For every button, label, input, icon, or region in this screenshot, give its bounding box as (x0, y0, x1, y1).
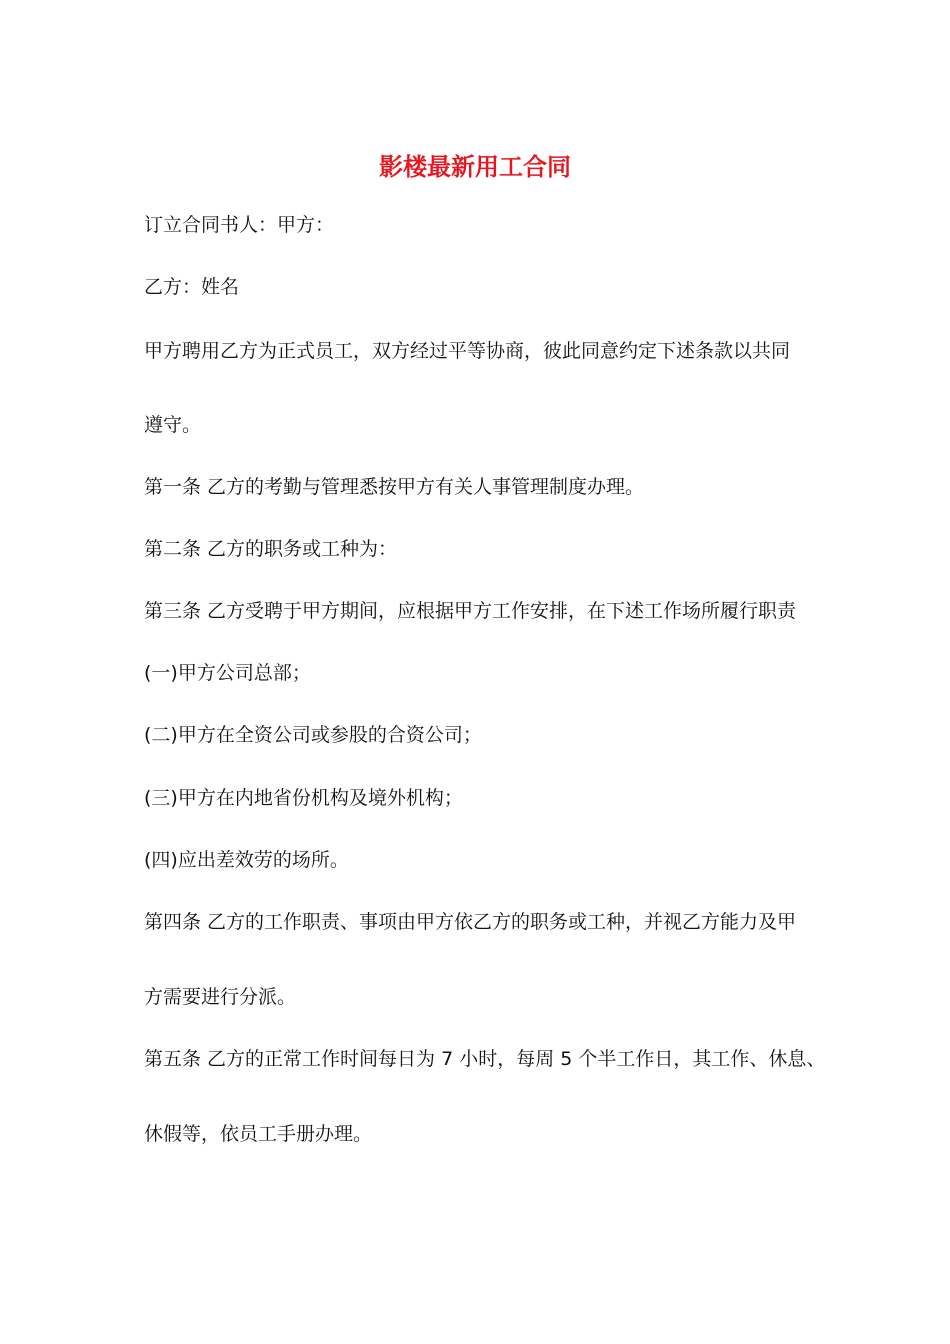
article-5-line-1: 第五条 乙方的正常工作时间每日为 7 小时，每周 5 个半工作日，其工作、休息、 (144, 1048, 826, 1070)
preamble-line-1: 甲方聘用乙方为正式员工，双方经过平等协商，彼此同意约定下述条款以共同 (144, 340, 791, 362)
article-3: 第三条 乙方受聘于甲方期间，应根据甲方工作安排，在下述工作场所履行职责 (144, 600, 797, 622)
article-3-item-2: (二)甲方在全资公司或参股的合资公司； (144, 724, 482, 746)
article-3-item-1: (一)甲方公司总部； (144, 662, 311, 684)
article-5-line-2: 休假等，依员工手册办理。 (144, 1123, 373, 1145)
article-1: 第一条 乙方的考勤与管理悉按甲方有关人事管理制度办理。 (144, 476, 645, 498)
article-3-item-3: (三)甲方在内地省份机构及境外机构； (144, 787, 463, 809)
article-2: 第二条 乙方的职务或工种为： (144, 538, 398, 560)
document-title: 影楼最新用工合同 (379, 152, 571, 181)
article-3-item-4: (四)应出差效劳的场所。 (144, 849, 349, 871)
article-4-line-1: 第四条 乙方的工作职责、事项由甲方依乙方的职务或工种，并视乙方能力及甲 (144, 911, 797, 933)
preamble-line-2: 遵守。 (144, 414, 202, 436)
article-4-line-2: 方需要进行分派。 (144, 986, 297, 1008)
party-b-line: 乙方：姓名 (144, 276, 240, 298)
contract-party-line: 订立合同书人：甲方： (144, 214, 335, 236)
